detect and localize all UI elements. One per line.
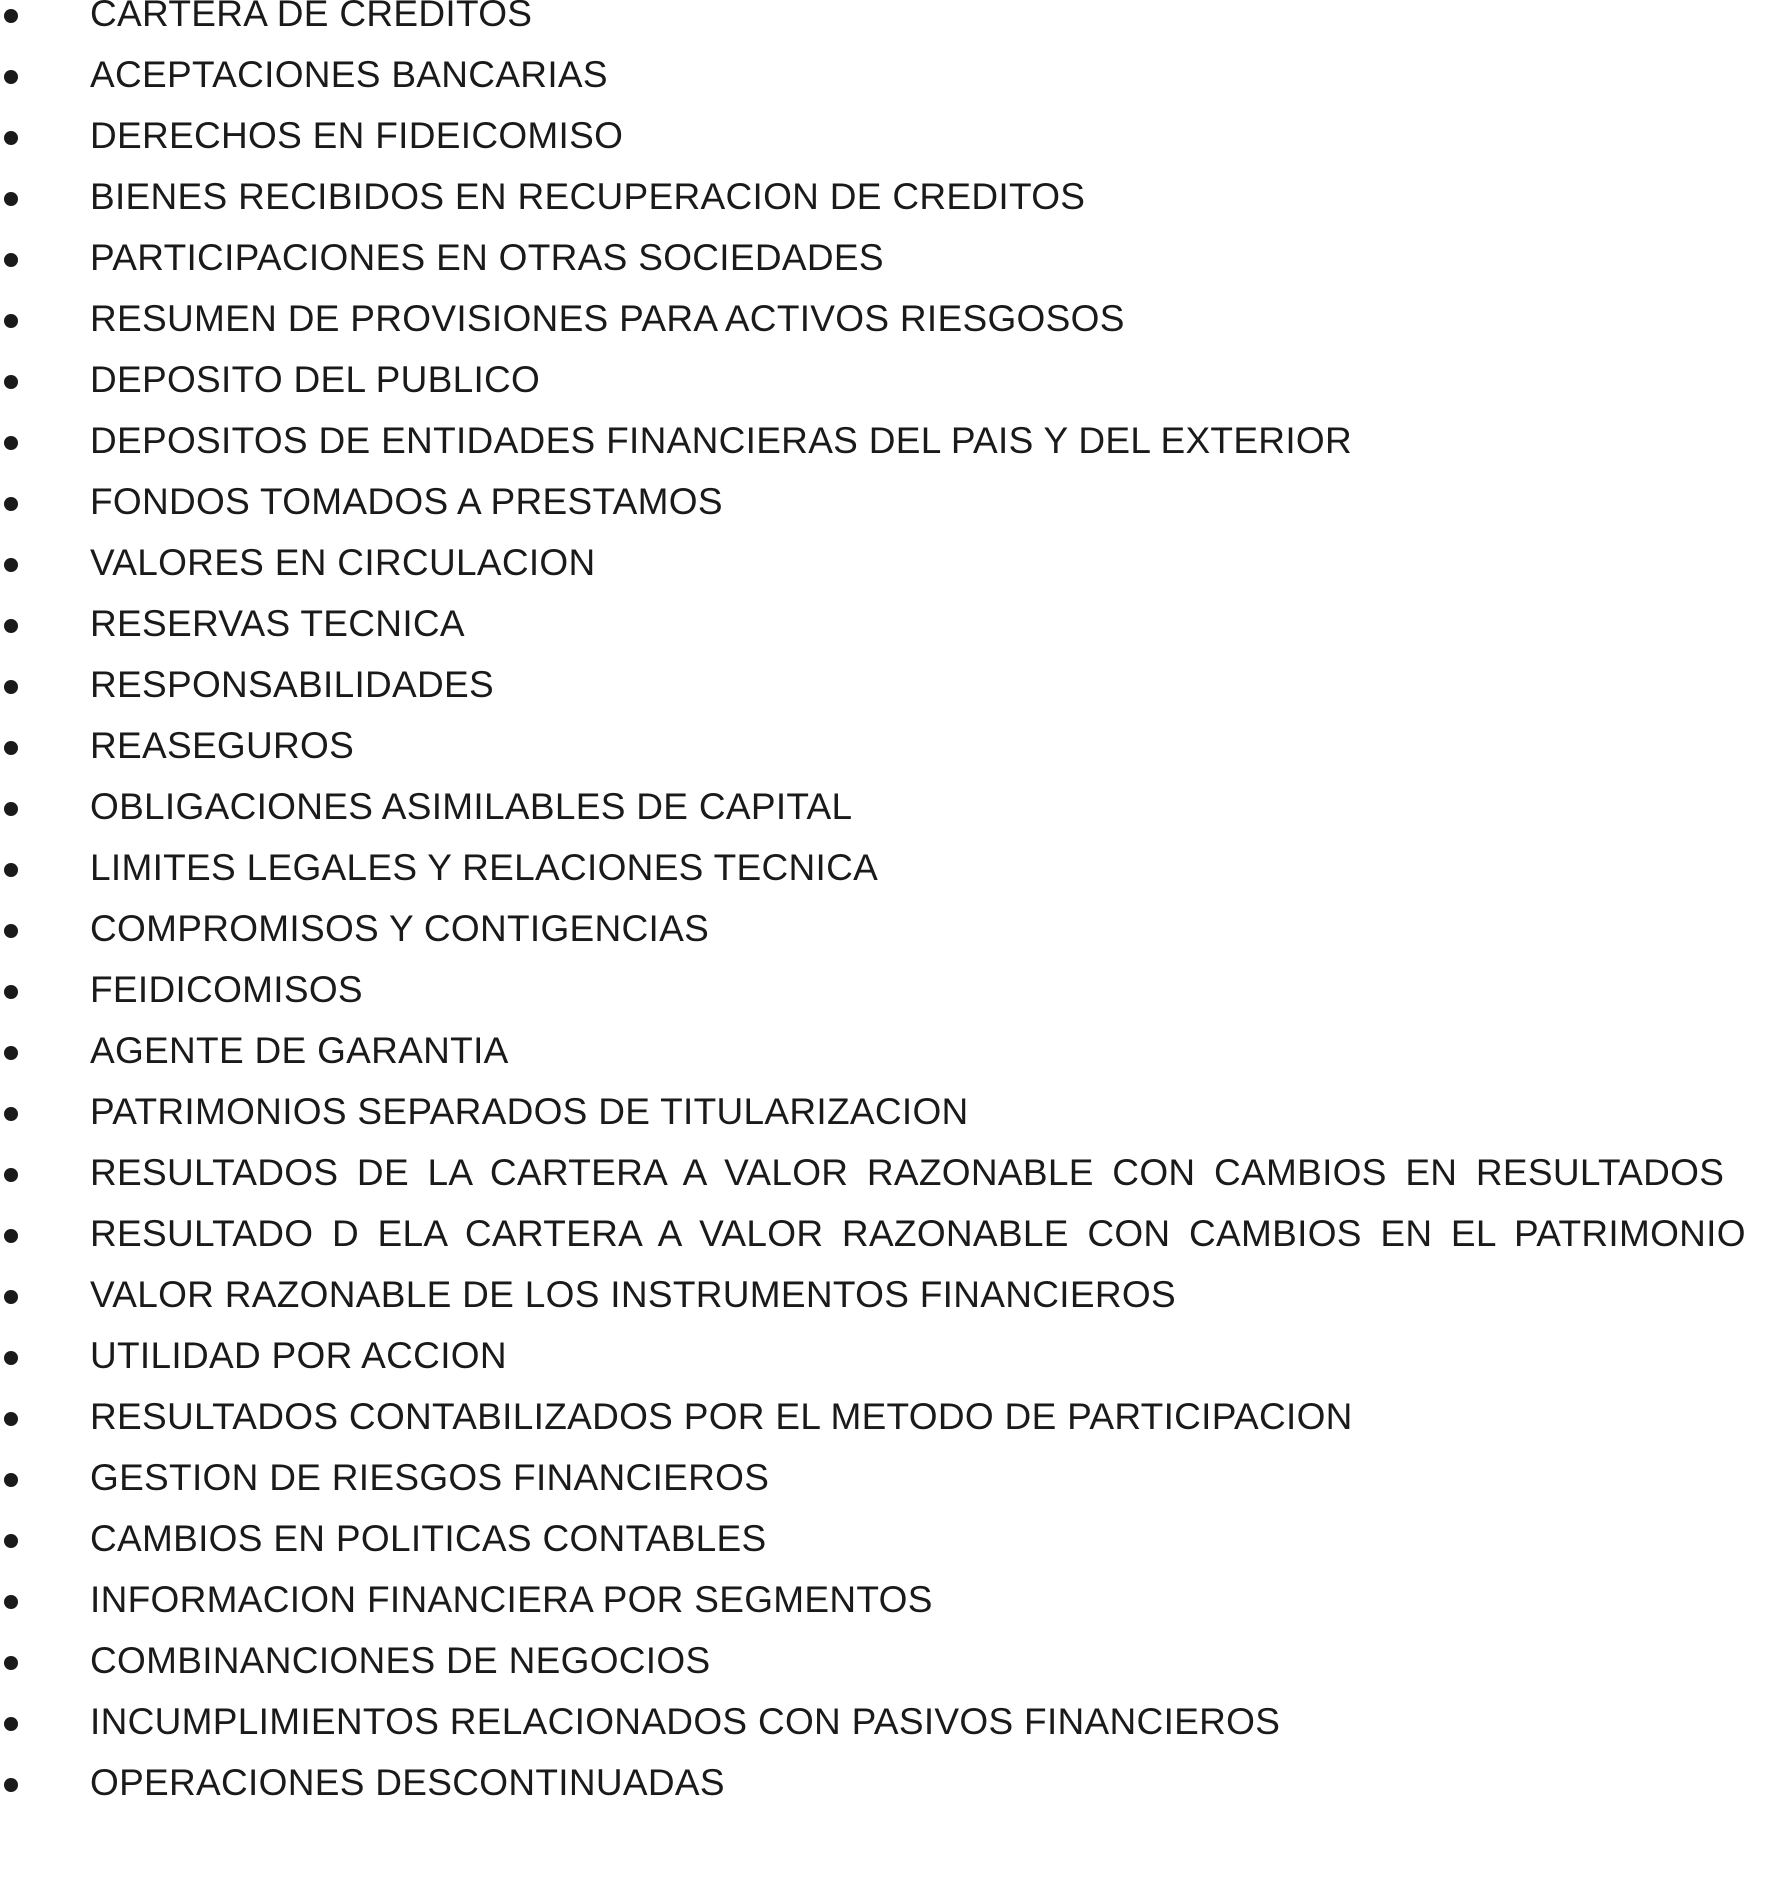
list-item-text: RESULTADO D ELA CARTERA A VALOR RAZONABLE CON CAMBIOS EN EL PATRIMONIO (90, 1213, 1746, 1254)
list-item (0, 1332, 1780, 1380)
list-item (0, 1576, 1780, 1624)
bullet-icon (4, 314, 18, 328)
list-item (0, 1454, 1780, 1502)
list-item-text: ACEPTACIONES BANCARIAS (90, 54, 608, 95)
list-item-text: GESTION DE RIESGOS FINANCIEROS (90, 1457, 770, 1498)
list-item (0, 661, 1780, 709)
bullet-icon (4, 1351, 18, 1365)
bullet-icon (4, 1778, 18, 1792)
bullet-icon (4, 70, 18, 84)
bullet-icon (4, 1107, 18, 1121)
bullet-icon (4, 863, 18, 877)
list-item (0, 0, 1780, 38)
bullet-icon (4, 9, 18, 23)
list-item (0, 1637, 1780, 1685)
list-item (0, 1271, 1780, 1319)
list-item-text: VALORES EN CIRCULACION (90, 542, 596, 583)
list-item (0, 1515, 1780, 1563)
list-item-text: RESULTADOS CONTABILIZADOS POR EL METODO DE PARTICIPACION (90, 1396, 1353, 1437)
list-item-text: REASEGUROS (90, 725, 355, 766)
list-item (0, 173, 1780, 221)
bullet-icon (4, 1717, 18, 1731)
list-item (0, 1210, 1780, 1258)
bullet-icon (4, 497, 18, 511)
list-item-text: DEPOSITO DEL PUBLICO (90, 359, 541, 400)
bullet-icon (4, 802, 18, 816)
list-item-text: INFORMACION FINANCIERA POR SEGMENTOS (90, 1579, 933, 1620)
list-item-text: RESULTADOS DE LA CARTERA A VALOR RAZONABLE CON CAMBIOS EN RESULTADOS (90, 1152, 1725, 1193)
bullet-icon (4, 1046, 18, 1060)
list-item-text: FONDOS TOMADOS A PRESTAMOS (90, 481, 723, 522)
list-item-text: COMBINANCIONES DE NEGOCIOS (90, 1640, 711, 1681)
bullet-icon (4, 680, 18, 694)
bullet-icon (4, 619, 18, 633)
list-item-text: INCUMPLIMIENTOS RELACIONADOS CON PASIVOS FINANCIEROS (90, 1701, 1281, 1742)
list-item-text: PARTICIPACIONES EN OTRAS SOCIEDADES (90, 237, 884, 278)
list-item (0, 51, 1780, 99)
bullet-icon (4, 558, 18, 572)
bullet-icon (4, 1229, 18, 1243)
list-item-text: PATRIMONIOS SEPARADOS DE TITULARIZACION (90, 1091, 969, 1132)
bullet-icon (4, 741, 18, 755)
list-item-text: BIENES RECIBIDOS EN RECUPERACION DE CREDITOS (90, 176, 1086, 217)
list-item (0, 905, 1780, 953)
bullet-icon (4, 985, 18, 999)
list-item-text: RESPONSABILIDADES (90, 664, 495, 705)
bullet-icon (4, 924, 18, 938)
list-item (0, 539, 1780, 587)
list-item (0, 844, 1780, 892)
list-item (0, 966, 1780, 1014)
list-item-text: AGENTE DE GARANTIA (90, 1030, 509, 1071)
list-item (0, 478, 1780, 526)
list-item-text: UTILIDAD POR ACCION (90, 1335, 507, 1376)
bullet-icon (4, 131, 18, 145)
bullet-icon (4, 1290, 18, 1304)
bullet-icon (4, 1534, 18, 1548)
list-item (0, 600, 1780, 648)
list-item (0, 295, 1780, 343)
bullet-icon (4, 1595, 18, 1609)
list-item-text: RESUMEN DE PROVISIONES PARA ACTIVOS RIESGOSOS (90, 298, 1125, 339)
list-item (0, 417, 1780, 465)
list-item-text: OPERACIONES DESCONTINUADAS (90, 1762, 725, 1803)
list-item-text: DEPOSITOS DE ENTIDADES FINANCIERAS DEL PAIS Y DEL EXTERIOR (90, 420, 1353, 461)
list-item (0, 234, 1780, 282)
bullet-icon (4, 1473, 18, 1487)
list-item-text: CARTERA DE CREDITOS (90, 0, 533, 34)
list-item (0, 1027, 1780, 1075)
list-item-text: VALOR RAZONABLE DE LOS INSTRUMENTOS FINANCIEROS (90, 1274, 1176, 1315)
list-item (0, 722, 1780, 770)
list-item-text: OBLIGACIONES ASIMILABLES DE CAPITAL (90, 786, 853, 827)
list-item (0, 783, 1780, 831)
list-item (0, 112, 1780, 160)
list-item-text: LIMITES LEGALES Y RELACIONES TECNICA (90, 847, 879, 888)
bullet-icon (4, 1412, 18, 1426)
list-item-text: COMPROMISOS Y CONTIGENCIAS (90, 908, 710, 949)
list-item (0, 1759, 1780, 1807)
list-item (0, 1393, 1780, 1441)
list-item-text: DERECHOS EN FIDEICOMISO (90, 115, 624, 156)
list-item (0, 1088, 1780, 1136)
list-item-text: FEIDICOMISOS (90, 969, 363, 1010)
bullet-icon (4, 192, 18, 206)
list-item (0, 356, 1780, 404)
bullet-icon (4, 1168, 18, 1182)
list-item (0, 1698, 1780, 1746)
bullet-icon (4, 436, 18, 450)
bullet-icon (4, 1656, 18, 1670)
list-item-text: CAMBIOS EN POLITICAS CONTABLES (90, 1518, 767, 1559)
list-item (0, 1149, 1780, 1197)
bullet-icon (4, 375, 18, 389)
bullet-icon (4, 253, 18, 267)
list-item-text: RESERVAS TECNICA (90, 603, 465, 644)
